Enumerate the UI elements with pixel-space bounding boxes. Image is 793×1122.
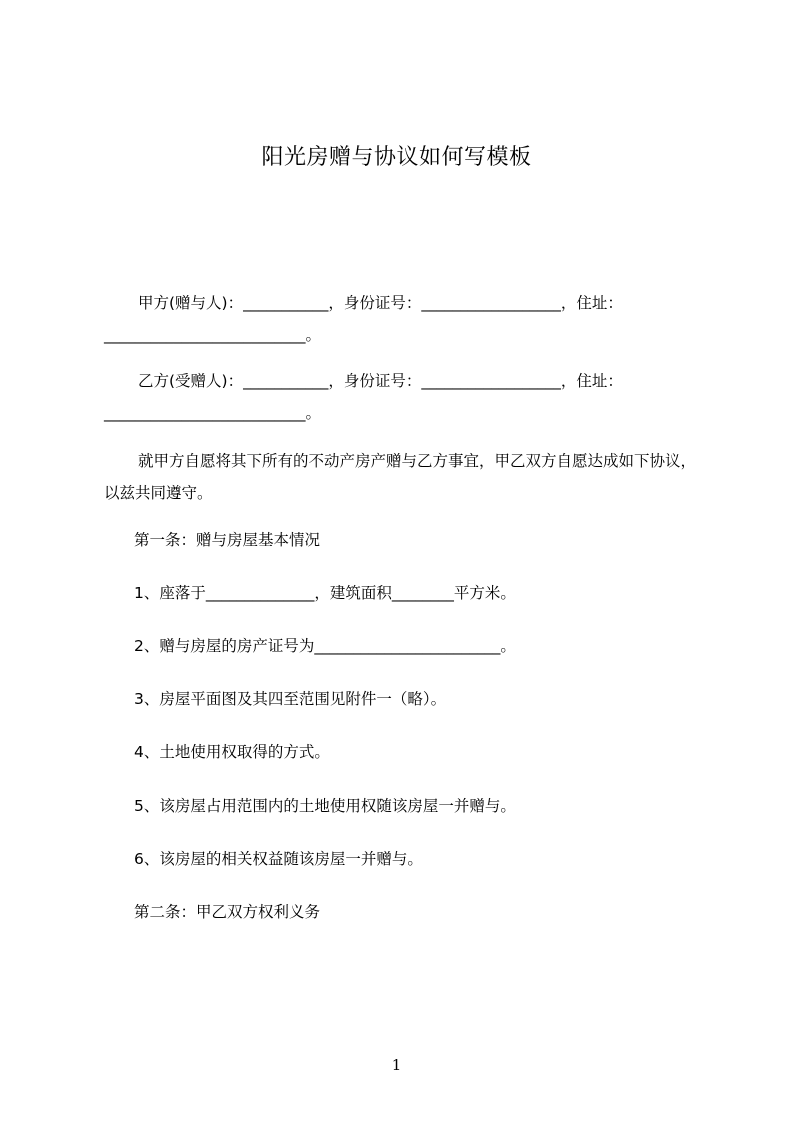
article-2-heading: 第二条：甲乙双方权利义务 <box>134 903 321 921</box>
clause-5: 5、该房屋占用范围内的土地使用权随该房屋一并赠与。 <box>134 797 516 815</box>
article-1-heading: 第一条：赠与房屋基本情况 <box>134 531 321 549</box>
clause-1: 1、座落于______________，建筑面积________平方米。 <box>134 584 516 602</box>
party-b-paragraph: 乙方(受赠人)：___________，身份证号：__________________，住址：__________________________。 <box>104 372 623 422</box>
clause-2: 2、赠与房屋的房产证号为________________________。 <box>134 637 516 655</box>
clause-3: 3、房屋平面图及其四至范围见附件一（略）。 <box>134 690 447 708</box>
clause-4: 4、土地使用权取得的方式。 <box>134 743 330 761</box>
party-a-paragraph: 甲方(赠与人)：___________，身份证号：__________________，住址：__________________________。 <box>104 294 623 344</box>
intro-paragraph: 就甲方自愿将其下所有的不动产房产赠与乙方事宜，甲乙双方自愿达成如下协议，以兹共同遵守。 <box>104 452 697 502</box>
page-title: 阳光房赠与协议如何写模板 <box>261 145 532 170</box>
page-number: 1 <box>391 1056 402 1074</box>
clause-6: 6、该房屋的相关权益随该房屋一并赠与。 <box>134 850 423 868</box>
